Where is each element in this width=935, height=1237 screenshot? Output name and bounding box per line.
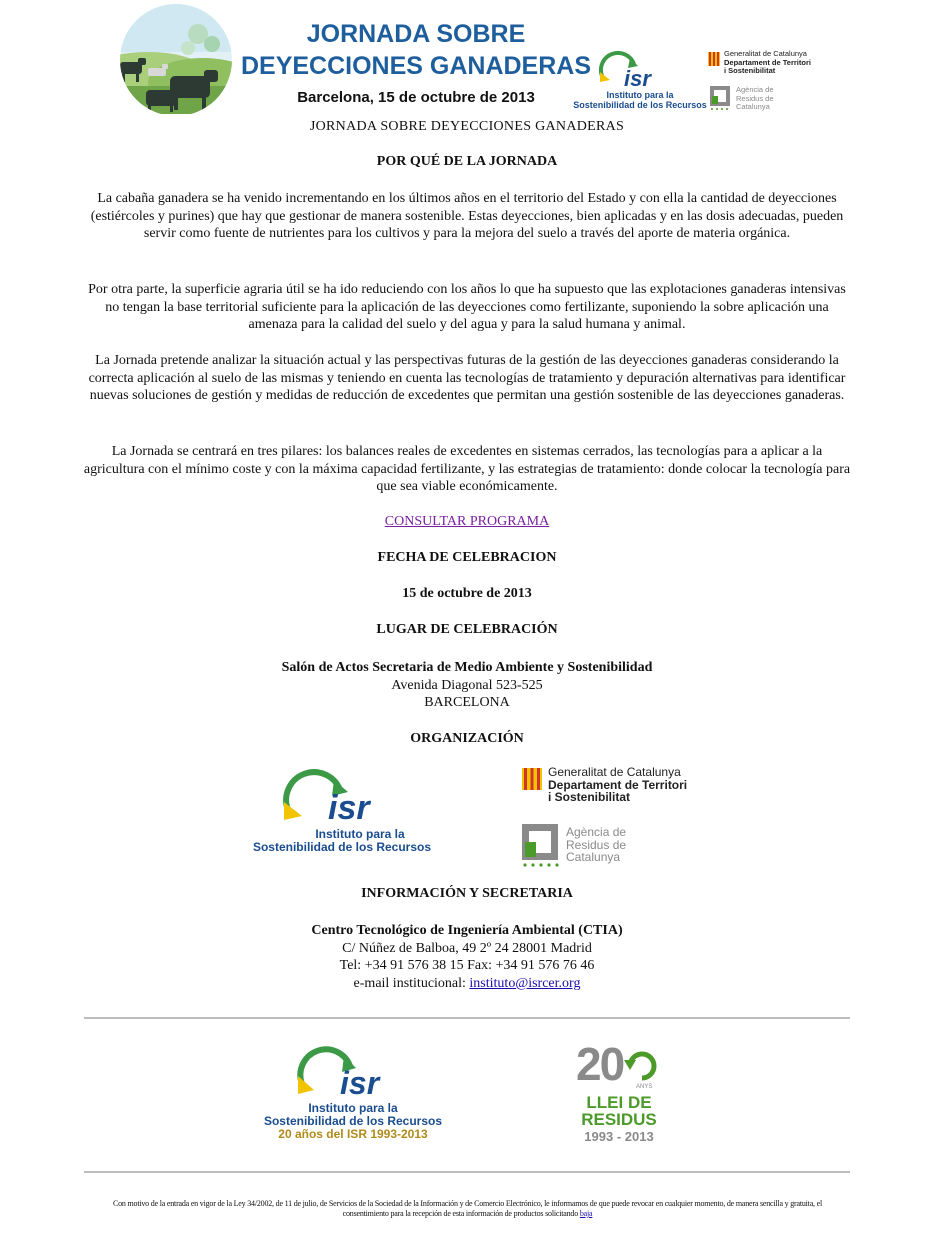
unsubscribe-link[interactable]: baja [579, 1209, 593, 1218]
arc-text [566, 826, 626, 864]
generalitat-line2: Departament de Territori [548, 777, 688, 792]
llei-anys-text: ANYS [636, 1084, 653, 1090]
isr-subtitle-line1: Instituto para la [606, 90, 674, 100]
consult-program-link[interactable]: CONSULTAR PROGRAMA [384, 514, 550, 529]
venue-name: Salón de Actos Secretaria de Medio Ambiente y Sostenibilidad [281, 660, 653, 675]
arc-line2: Residus de [566, 837, 627, 852]
isr-subtitle [242, 828, 442, 854]
isr-20-years-text: 20 años del ISR 1993-2013 [278, 1127, 428, 1141]
isr-20-years-logo [258, 1044, 448, 1148]
email-row [84, 975, 850, 993]
llei-text [572, 1094, 666, 1145]
generalitat-line3: i Sostenibilitat [548, 790, 631, 804]
generalitat-text [548, 766, 687, 804]
organization-heading: ORGANIZACIÓN [410, 731, 524, 746]
contact-block [84, 922, 850, 992]
info-heading: INFORMACIÓN Y SECRETARIA [361, 886, 573, 901]
generalitat-flag-icon [522, 768, 542, 790]
email-label: e-mail institucional: [353, 975, 470, 991]
isr-subtitle [258, 1102, 448, 1141]
legal-footer [90, 1199, 845, 1219]
divider-bottom [84, 1171, 850, 1173]
arc-mark-icon [522, 824, 562, 868]
llei-years: 1993 - 2013 [584, 1129, 654, 1144]
paragraph-3: La Jornada pretende analizar la situación actual y las perspectivas futuras de la gestión de las deyecciones ganaderas considerando la correcta aplicación al suelo de las mismas y teniendo en cuenta las tecnologías de tratamiento y depuración alternativas para identificar nuevas soluciones de gestión y medidas de reducción de excedentes que permitan una gestión sostenible de las deyecciones ganaderas. [88, 353, 846, 403]
date-value: 15 de octubre de 2013 [402, 586, 532, 601]
llei-line2: RESIDUS [581, 1110, 657, 1129]
arc-line3: Catalunya [736, 102, 770, 111]
isr-subtitle [572, 90, 708, 110]
center-name: Centro Tecnológico de Ingeniería Ambiental (CTIA) [311, 923, 623, 938]
email-link[interactable]: instituto@isrcer.org [469, 975, 581, 991]
venue-block [84, 659, 850, 712]
generalitat-logo-header [708, 50, 828, 78]
generalitat-line1: Generalitat de Catalunya [724, 49, 807, 58]
paragraph-4: La Jornada se centrará en tres pilares: los balances reales de excedentes en sistemas cerrados, las tecnologías para a aplicar a la agricultura con el mínimo coste y con la máxima capacidad fertilizante, y las estrategias de tratamiento: donde colocar la tecnología para que sea viable económicamente. [83, 444, 851, 494]
llei-line1: LLEI DE [586, 1093, 652, 1112]
isr-subtitle-line1: Instituto para la [315, 827, 405, 841]
document-subtitle: JORNADA SOBRE DEYECCIONES GANADERAS [309, 119, 625, 134]
paragraph-1: La cabaña ganadera se ha venido incrementando en los últimos años en el territorio del Estado y con ella la cantidad de deyecciones (estiércoles y purines) que hay que gestionar de manera sostenible. Estas deyecciones, bien aplicadas y en las dosis adecuadas, pueden servir como fuente de nutrientes para los cultivos y para la mejora del suelo a través del aporte de materia orgánica. [90, 191, 844, 241]
generalitat-logo-organization [522, 766, 702, 806]
llei-20-number: 20 [576, 1038, 624, 1090]
farm-illustration [118, 4, 236, 114]
banner-title-line2: DEYECCIONES GANADERAS [240, 52, 592, 80]
place-heading: LUGAR DE CELEBRACIÓN [376, 622, 558, 637]
arc-line2: Residus de [736, 93, 774, 103]
center-phone: Tel: +34 91 576 38 15 Fax: +34 91 576 76 46 [339, 958, 595, 973]
isr-subtitle-line2: Sostenibilidad de los Recursos [573, 100, 707, 110]
isr-subtitle-line2: Sostenibilidad de los Recursos [263, 1114, 443, 1128]
generalitat-line3: i Sostenibilitat [724, 66, 776, 75]
isr-logo-organization [242, 766, 442, 858]
banner-title [236, 18, 596, 82]
generalitat-line2: Departament de Territori [724, 57, 811, 67]
legal-text: Con motivo de la entrada en vigor de la Ley 34/2002, de 11 de julio, de Servicios de la Sociedad de la Información y de Comercio Electrónico, le informamos de que puede revocar en cualquier momento, de manera sencilla y gratuita, el consentimiento para la recepción de esta información de productos solicitando [112, 1199, 823, 1218]
isr-wordmark: isr [624, 66, 651, 91]
generalitat-flag-icon [708, 52, 720, 66]
why-heading: POR QUÉ DE LA JORNADA [376, 154, 558, 169]
isr-wordmark: isr [328, 789, 370, 827]
arc-text-header [736, 86, 774, 112]
arc-line1: Agència de [736, 85, 774, 94]
arc-logo-header [710, 86, 800, 114]
arc-logo-organization [522, 824, 652, 868]
center-address: C/ Núñez de Balboa, 49 2º 24 28001 Madrid [342, 940, 592, 956]
isr-subtitle-line2: Sostenibilidad de los Recursos [252, 840, 432, 854]
generalitat-line1: Generalitat de Catalunya [548, 765, 681, 779]
divider-top [84, 1017, 850, 1019]
venue-address: Avenida Diagonal 523-525 [391, 677, 543, 693]
banner-date: Barcelona, 15 de octubre de 2013 [297, 89, 535, 106]
banner-title-line1: JORNADA SOBRE [306, 20, 526, 48]
arc-line3: Catalunya [566, 850, 621, 864]
date-heading: FECHA DE CELEBRACION [377, 550, 557, 565]
llei-circle-arrow-icon [622, 1046, 662, 1086]
isr-logo-header [572, 50, 708, 114]
llei-residus-logo [572, 1038, 672, 1150]
arc-line1: Agència de [566, 825, 627, 839]
paragraph-2: Por otra parte, la superficie agraria útil se ha ido reduciendo con los años lo que ha supuesto que las explotaciones ganaderas intensivas no tengan la base territorial suficiente para la aplicación de las deyecciones como fertilizante, suponiendo la sobre aplicación una amenaza para la calidad del suelo y del agua y para la salud humana y animal. [88, 282, 846, 332]
program-link-row [84, 513, 850, 531]
isr-subtitle-line1: Instituto para la [308, 1101, 398, 1115]
generalitat-text-header [724, 50, 811, 76]
isr-wordmark: isr [340, 1065, 380, 1101]
arc-mark-icon [710, 86, 732, 110]
header-banner [0, 0, 935, 118]
venue-city: BARCELONA [424, 695, 510, 710]
